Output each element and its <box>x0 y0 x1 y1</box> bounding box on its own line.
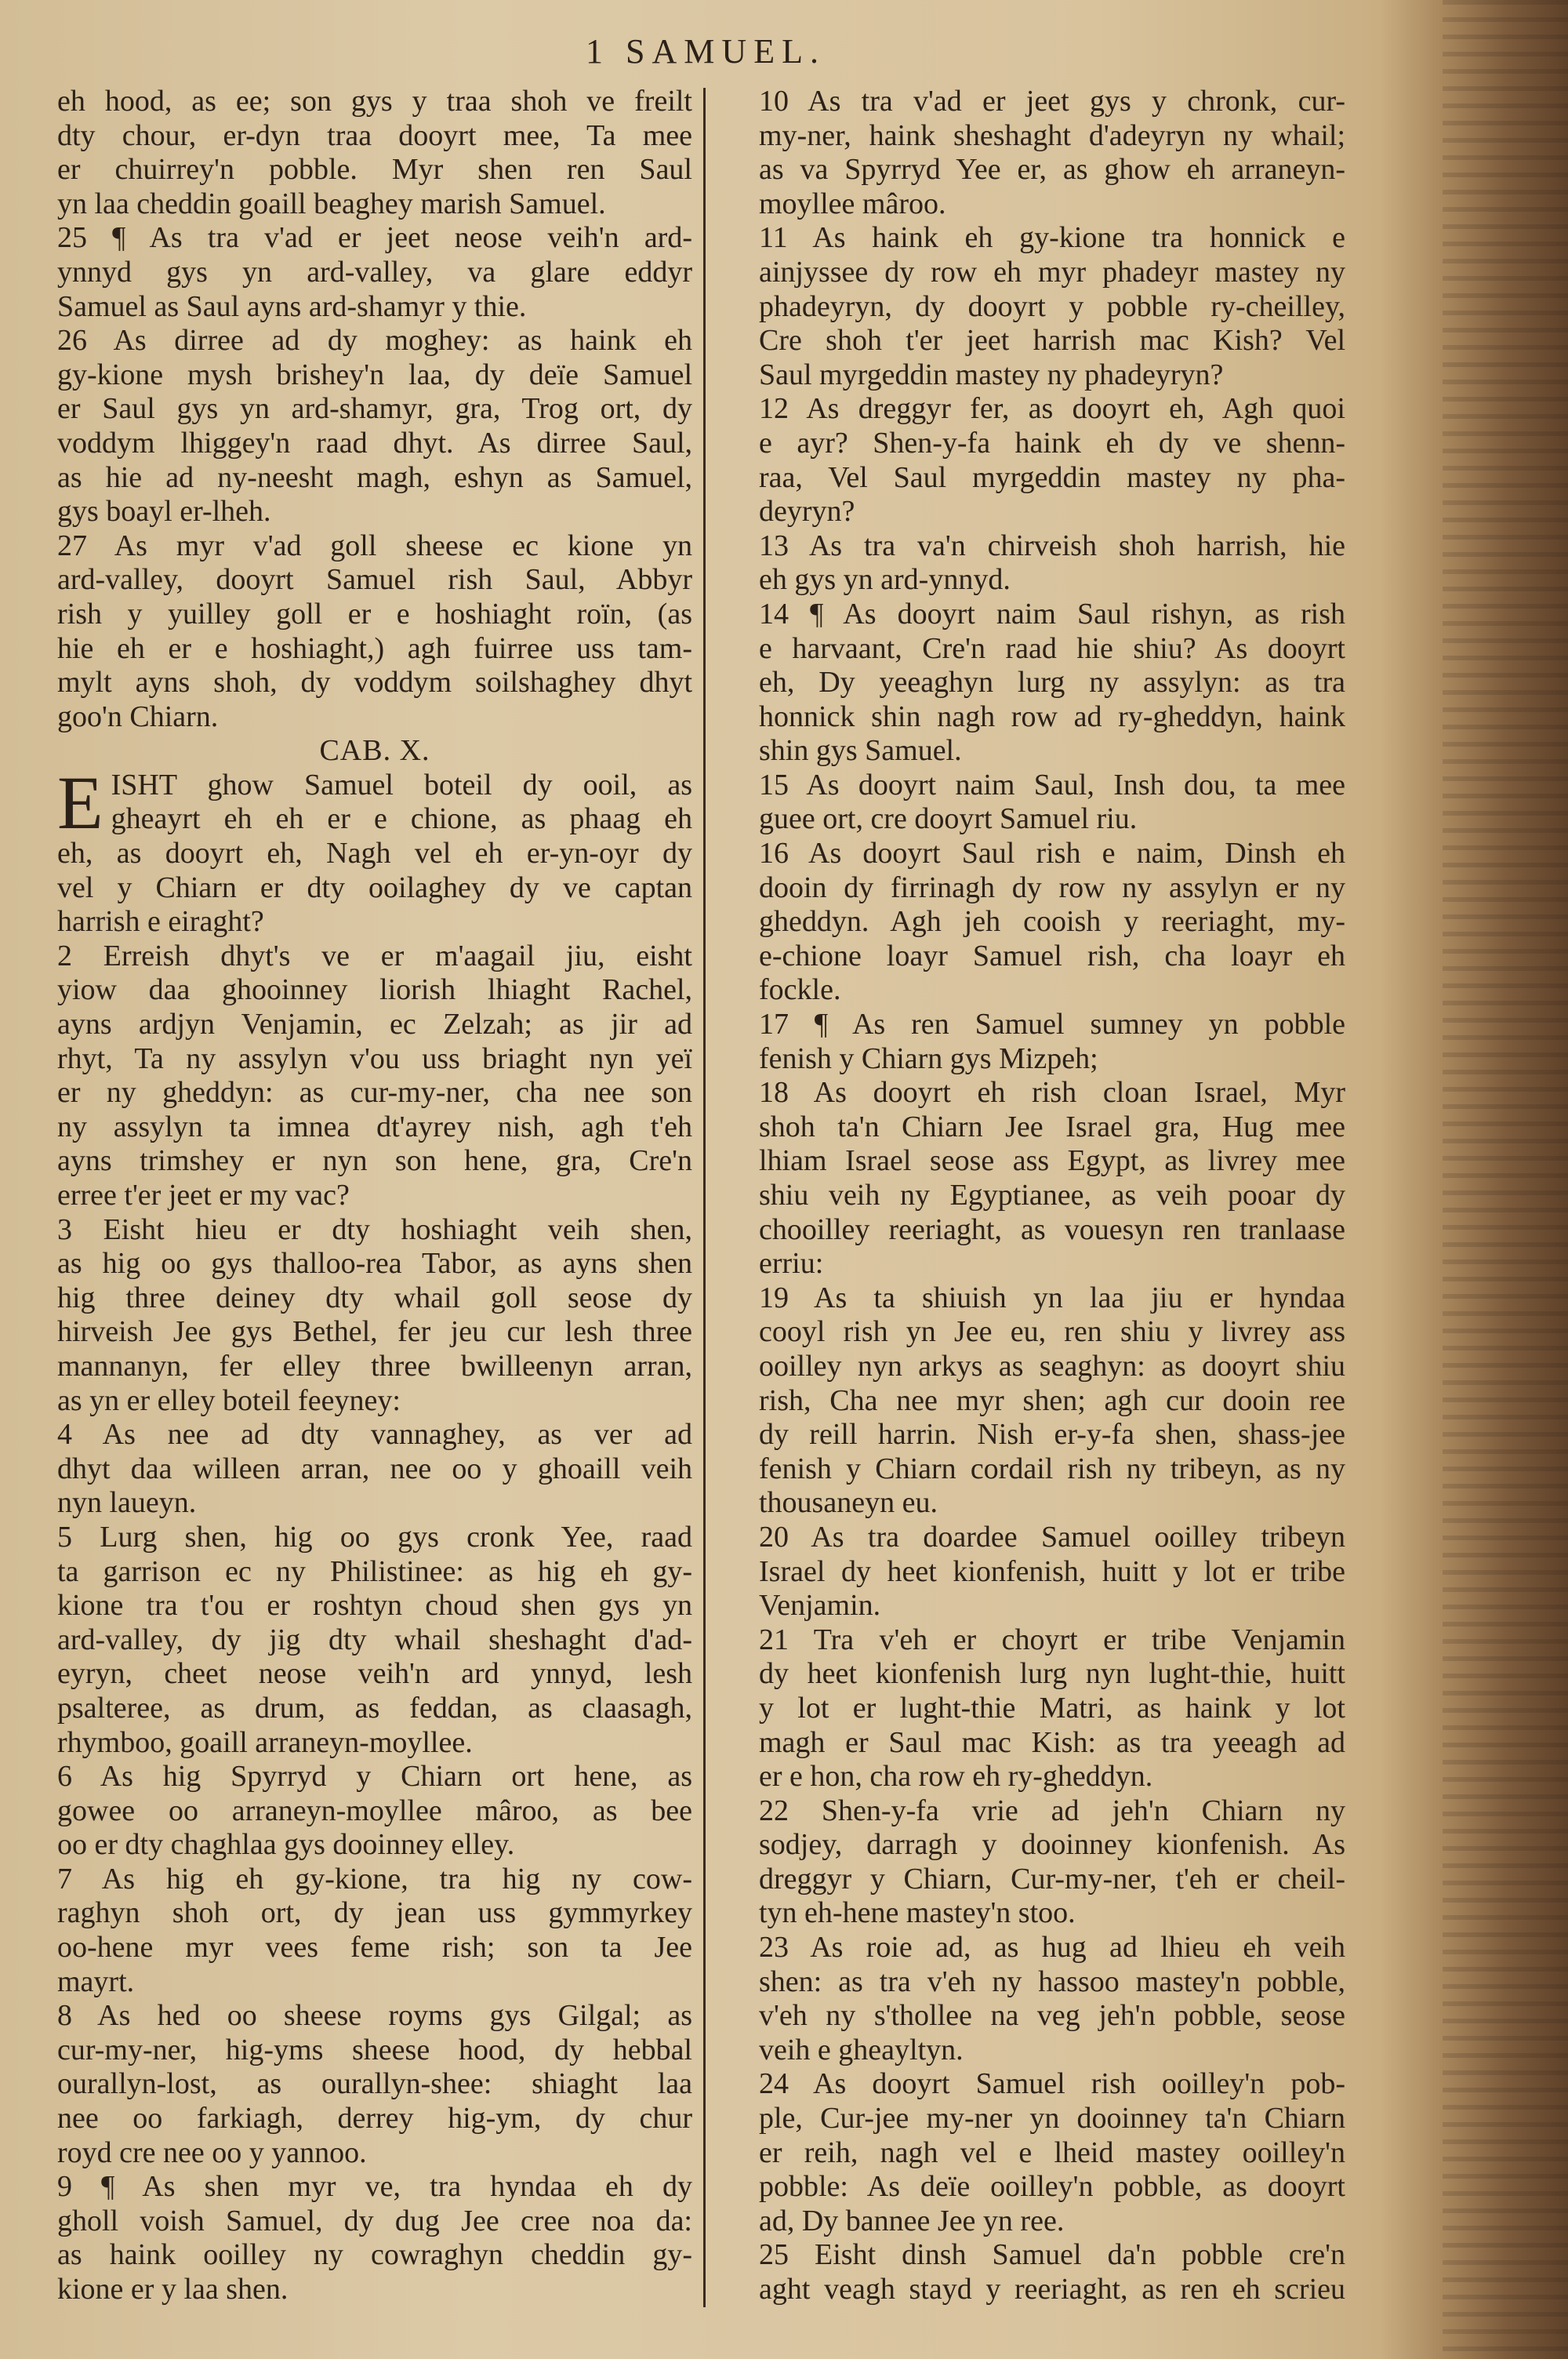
text-line: 4 As nee ad dty vannaghey, as ver ad <box>57 1418 692 1452</box>
text-line: kione tra t'ou er roshtyn choud shen gys yn <box>57 1589 692 1623</box>
text-line: e ayr? Shen-y-fa haink eh dy ve shenn- <box>759 426 1345 460</box>
text-line: 25 Eisht dinsh Samuel da'n pobble cre'n <box>759 2238 1345 2272</box>
text-line: moyllee mâroo. <box>759 187 946 220</box>
verse-paragraph <box>759 598 1345 769</box>
text-line: v'eh ny s'thollee na veg jeh'n pobble, seose <box>759 1999 1345 2033</box>
text-line: pobble: As deïe ooilley'n pobble, as dooyrt <box>759 2170 1345 2204</box>
text-line: my-ner, haink sheshaght d'adeyryn ny whail; <box>759 118 1345 152</box>
text-line: fenish y Chiarn gys Mizpeh; <box>759 1041 1098 1075</box>
text-line: ayns trimshey er nyn son hene, gra, Cre'n <box>57 1144 692 1178</box>
verse-paragraph <box>57 1213 692 1419</box>
text-line: mannanyn, fer elley three bwilleenyn arran, <box>57 1349 692 1383</box>
text-line: 3 Eisht hieu er dty hoshiaght veih shen, <box>57 1212 692 1246</box>
left-paragraphs <box>57 85 692 734</box>
text-line: 27 As myr v'ad goll sheese ec kione yn <box>57 529 692 562</box>
text-line: harrish e eiraght? <box>57 905 264 939</box>
text-line: dty chour, er-dyn traa dooyrt mee, Ta mee <box>57 118 692 152</box>
text-line: shin gys Samuel. <box>759 734 962 768</box>
left-column <box>57 85 692 2307</box>
text-line: 12 As dreggyr fer, as dooyrt eh, Agh quoi <box>759 392 1345 426</box>
text-line: gheayrt eh eh er e chione, as phaag eh <box>111 802 692 836</box>
text-line: ard-valley, dooyrt Samuel rish Saul, Abbyr <box>57 563 692 597</box>
text-line: 24 As dooyrt Samuel rish ooilley'n pob- <box>759 2067 1345 2101</box>
text-line: ynnyd gys yn ard-valley, va glare eddyr <box>57 255 692 289</box>
text-line: Venjamin. <box>759 1589 881 1623</box>
verse-paragraph <box>57 940 692 1213</box>
text-line: royd cre nee oo y yannoo. <box>57 2135 367 2169</box>
text-line: erree t'er jeet er my vac? <box>57 1179 350 1212</box>
text-line: rhymboo, goaill arraneyn-moyllee. <box>57 1725 473 1759</box>
text-line: as hig oo gys thalloo-rea Tabor, as ayns shen <box>57 1247 692 1281</box>
text-line: psalteree, as drum, as feddan, as claasagh, <box>57 1691 692 1725</box>
verse-paragraph <box>759 529 1345 598</box>
text-line: 8 As hed oo sheese royms gys Gilgal; as <box>57 1999 692 2033</box>
text-line: 19 As ta shiuish yn laa jiu er hyndaa <box>759 1281 1345 1314</box>
text-line: sodjey, darragh y dooinney kionfenish. As <box>759 1828 1345 1862</box>
verse-paragraph <box>759 392 1345 529</box>
text-line: 20 As tra doardee Samuel ooilley tribeyn <box>759 1520 1345 1554</box>
text-line: shiu veih ny Egyptianee, as veih pooar dy <box>759 1179 1345 1212</box>
text-line: Samuel as Saul ayns ard-shamyr y thie. <box>57 289 527 323</box>
text-line: oo er dty chaghlaa gys dooinney elley. <box>57 1828 515 1862</box>
text-line: guee ort, cre dooyrt Samuel riu. <box>759 802 1138 836</box>
text-line: gys boayl er-lheh. <box>57 495 271 529</box>
verse-paragraph <box>759 837 1345 1008</box>
text-line: rish, Cha nee myr shen; agh cur dooin ree <box>759 1383 1345 1417</box>
text-line: ourallyn-lost, as ourallyn-shee: shiaght laa <box>57 2067 692 2101</box>
verse-paragraph <box>759 1076 1345 1281</box>
text-line: y lot er lught-thie Matri, as haink y lot <box>759 1691 1345 1725</box>
verse-paragraph <box>57 1999 692 2170</box>
text-line: 11 As haink eh gy-kione tra honnick e <box>759 221 1345 255</box>
verse-paragraph <box>57 1418 692 1521</box>
text-line: ISHT ghow Samuel boteil dy ooil, as <box>111 768 692 801</box>
text-line: ard-valley, dy jig dty whail sheshaght d'ad- <box>57 1623 692 1656</box>
text-line: chooilley reeriaght, as vouesyn ren tranlaase <box>759 1212 1345 1246</box>
drop-cap: E <box>57 760 103 845</box>
text-line: 10 As tra v'ad er jeet gys y chronk, cur- <box>759 85 1345 118</box>
text-line: as hie ad ny-neesht magh, eshyn as Samuel, <box>57 460 692 494</box>
text-line: fockle. <box>759 973 841 1007</box>
text-line: ayns ardjyn Venjamin, ec Zelzah; as jir ad <box>57 1008 692 1041</box>
facing-page-edge <box>1443 0 1568 2359</box>
text-line: dy reill harrin. Nish er-y-fa shen, shass-jee <box>759 1418 1345 1452</box>
text-line: er e hon, cha row eh ry-gheddyn. <box>759 1760 1153 1794</box>
text-line: eh, as dooyrt eh, Nagh vel eh er-yn-oyr dy <box>57 837 692 871</box>
text-line: Saul myrgeddin mastey ny phadeyryn? <box>759 358 1224 391</box>
text-line: 14 ¶ As dooyrt naim Saul rishyn, as rish <box>759 597 1345 631</box>
text-line: ooilley nyn arkys as seaghyn: as dooyrt shiu <box>759 1349 1345 1383</box>
right-column <box>759 85 1345 2307</box>
text-line: magh er Saul mac Kish: as tra yeeagh ad <box>759 1725 1345 1759</box>
verse-paragraph <box>57 1760 692 1863</box>
text-line: raa, Vel Saul myrgeddin mastey ny pha- <box>759 460 1345 494</box>
text-line: er reih, nagh vel e lheid mastey ooilley'n <box>759 2135 1345 2169</box>
text-line: hig three deiney dty whail goll seose dy <box>57 1281 692 1314</box>
verse-paragraph <box>57 2170 692 2306</box>
verse-paragraph <box>57 85 692 221</box>
text-line: shen: as tra v'eh ny hassoo mastey'n pobble, <box>759 1965 1345 1998</box>
text-line: eh gys yn ard-ynnyd. <box>759 563 1011 597</box>
text-line: 2 Erreish dhyt's ve er m'aagail jiu, eisht <box>57 939 692 972</box>
text-line: lhiam Israel seose ass Egypt, as livrey mee <box>759 1144 1345 1178</box>
verse-paragraph <box>57 221 692 324</box>
verse-paragraph <box>759 85 1345 221</box>
text-line: 16 As dooyrt Saul rish e naim, Dinsh eh <box>759 837 1345 871</box>
text-line: dreggyr y Chiarn, Cur-my-ner, t'eh er cheil- <box>759 1862 1345 1896</box>
text-line: hirveish Jee gys Bethel, fer jeu cur lesh three <box>57 1315 692 1349</box>
text-line: shoh ta'n Chiarn Jee Israel gra, Hug mee <box>759 1110 1345 1143</box>
text-line: gowee oo arraneyn-moyllee mâroo, as bee <box>57 1794 692 1827</box>
verse-paragraph <box>57 760 692 940</box>
verse-paragraph <box>759 2067 1345 2238</box>
text-line: gholl voish Samuel, dy dug Jee cree noa da: <box>57 2204 692 2237</box>
verse-paragraph <box>57 1863 692 1999</box>
verse-paragraph <box>759 1931 1345 2067</box>
text-line: er ny gheddyn: as cur-my-ner, cha nee son <box>57 1076 692 1110</box>
running-head: 1 SAMUEL. <box>586 32 826 71</box>
text-line: rish y yuilley goll er e hoshiaght roïn, (as <box>57 597 692 631</box>
text-line: er chuirrey'n pobble. Myr shen ren Saul <box>57 153 692 187</box>
text-line: 5 Lurg shen, hig oo gys cronk Yee, raad <box>57 1520 692 1554</box>
text-line: fenish y Chiarn cordail rish ny tribeyn, as ny <box>759 1452 1345 1485</box>
verse-paragraph <box>759 1794 1345 1931</box>
text-line: eh, Dy yeeaghyn lurg ny assylyn: as tra <box>759 666 1345 700</box>
text-line: ad, Dy bannee Jee yn ree. <box>759 2204 1065 2237</box>
text-line: 23 As roie ad, as hug ad lhieu eh veih <box>759 1931 1345 1965</box>
text-line: 7 As hig eh gy-kione, tra hig ny cow- <box>57 1862 692 1896</box>
text-line: erriu: <box>759 1247 824 1281</box>
text-line: dy heet kionfenish lurg nyn lught-thie, huitt <box>759 1657 1345 1691</box>
verse-paragraph <box>759 1281 1345 1521</box>
text-line: gheddyn. Agh jeh cooish y reeriaght, my- <box>759 905 1345 939</box>
text-line: eh hood, as ee; son gys y traa shoh ve freilt <box>57 85 692 118</box>
text-line: er Saul gys yn ard-shamyr, gra, Trog ort, dy <box>57 392 692 426</box>
text-line: mayrt. <box>57 1965 135 1998</box>
verse-paragraph <box>57 324 692 529</box>
text-line: thousaneyn eu. <box>759 1486 938 1520</box>
text-line: 17 ¶ As ren Samuel sumney yn pobble <box>759 1008 1345 1041</box>
text-line: ple, Cur-jee my-ner yn dooinney ta'n Chiarn <box>759 2102 1345 2135</box>
verse-paragraph <box>759 1521 1345 1623</box>
text-line: ny assylyn ta imnea dt'ayrey nish, agh t'eh <box>57 1110 692 1143</box>
text-line: e-chione loayr Samuel rish, cha loayr eh <box>759 939 1345 972</box>
text-line: rhyt, Ta ny assylyn v'ou uss briaght nyn yeï <box>57 1041 692 1075</box>
chapter-paragraphs <box>57 760 692 2307</box>
text-line: raghyn shoh ort, dy jean uss gymmyrkey <box>57 1896 692 1930</box>
text-line: voddym lhiggey'n raad dhyt. As dirree Saul, <box>57 426 692 460</box>
text-line: 21 Tra v'eh er choyrt er tribe Venjamin <box>759 1623 1345 1656</box>
column-divider <box>703 88 706 2307</box>
text-line: 22 Shen-y-fa vrie ad jeh'n Chiarn ny <box>759 1794 1345 1827</box>
text-line: veih e gheayltyn. <box>759 2033 964 2066</box>
text-line: 15 As dooyrt naim Saul, Insh dou, ta mee <box>759 768 1345 801</box>
text-line: vel y Chiarn er dty ooilaghey dy ve captan <box>57 871 692 904</box>
text-line: Israel dy heet kionfenish, huitt y lot er tribe <box>759 1554 1345 1588</box>
text-line: eyryn, cheet neose veih'n ard ynnyd, lesh <box>57 1657 692 1691</box>
text-line: gy-kione mysh brishey'n laa, dy deïe Samuel <box>57 358 692 391</box>
text-line: 9 ¶ As shen myr ve, tra hyndaa eh dy <box>57 2170 692 2204</box>
text-line: yn laa cheddin goaill beaghey marish Samuel. <box>57 187 606 220</box>
chapter-heading: CAB. X. <box>319 734 430 768</box>
verse-paragraph <box>57 1521 692 1760</box>
text-line: ainjyssee dy row eh myr phadeyr mastey ny <box>759 255 1345 289</box>
verse-paragraph <box>759 2238 1345 2306</box>
text-line: e harvaant, Cre'n raad hie shiu? As dooyrt <box>759 631 1345 665</box>
text-line: Cre shoh t'er jeet harrish mac Kish? Vel <box>759 324 1345 358</box>
text-line: cur-my-ner, hig-yms sheese hood, dy hebbal <box>57 2033 692 2066</box>
right-paragraphs <box>759 85 1345 2307</box>
text-line: deyryn? <box>759 495 855 529</box>
text-line: tyn eh-hene mastey'n stoo. <box>759 1896 1076 1930</box>
text-line: phadeyryn, dy dooyrt y pobble ry-cheilley, <box>759 289 1345 323</box>
text-line: kione er y laa shen. <box>57 2273 289 2306</box>
verse-paragraph <box>759 1008 1345 1076</box>
text-line: dooin dy firrinagh dy row ny assylyn er ny <box>759 871 1345 904</box>
text-line: yiow daa ghooinney liorish lhiaght Rachel, <box>57 973 692 1007</box>
text-line: aght veagh stayd y reeriaght, as ren eh scrieu <box>759 2273 1345 2306</box>
text-line: as haink ooilley ny cowraghyn cheddin gy- <box>57 2238 692 2272</box>
text-line: nee oo farkiagh, derrey hig-ym, dy chur <box>57 2102 692 2135</box>
text-line: nyn laueyn. <box>57 1486 197 1520</box>
text-line: cooyl rish yn Jee eu, ren shiu y livrey ass <box>759 1315 1345 1349</box>
text-line: oo-hene myr vees feme rish; son ta Jee <box>57 1931 692 1965</box>
text-line: 26 As dirree ad dy moghey: as haink eh <box>57 324 692 358</box>
text-line: 18 As dooyrt eh rish cloan Israel, Myr <box>759 1076 1345 1110</box>
text-line: hie eh er e hoshiaght,) agh fuirree uss tam- <box>57 631 692 665</box>
text-line: 13 As tra va'n chirveish shoh harrish, hie <box>759 529 1345 562</box>
text-line: dhyt daa willeen arran, nee oo y ghoaill veih <box>57 1452 692 1485</box>
text-line: ta garrison ec ny Philistinee: as hig eh gy- <box>57 1554 692 1588</box>
text-line: as va Spyrryd Yee er, as ghow eh arraneyn- <box>759 153 1345 187</box>
verse-paragraph <box>57 529 692 735</box>
verse-paragraph <box>759 769 1345 837</box>
text-line: as yn er elley boteil feeyney: <box>57 1383 401 1417</box>
verse-paragraph <box>759 221 1345 392</box>
text-line: mylt ayns shoh, dy voddym soilshaghey dhyt <box>57 666 692 700</box>
text-line: 6 As hig Spyrryd y Chiarn ort hene, as <box>57 1760 692 1794</box>
verse-paragraph <box>759 1623 1345 1794</box>
text-line: goo'n Chiarn. <box>57 700 219 733</box>
text-line: honnick shin nagh row ad ry-gheddyn, haink <box>759 700 1345 733</box>
text-line: 25 ¶ As tra v'ad er jeet neose veih'n ard- <box>57 221 692 255</box>
